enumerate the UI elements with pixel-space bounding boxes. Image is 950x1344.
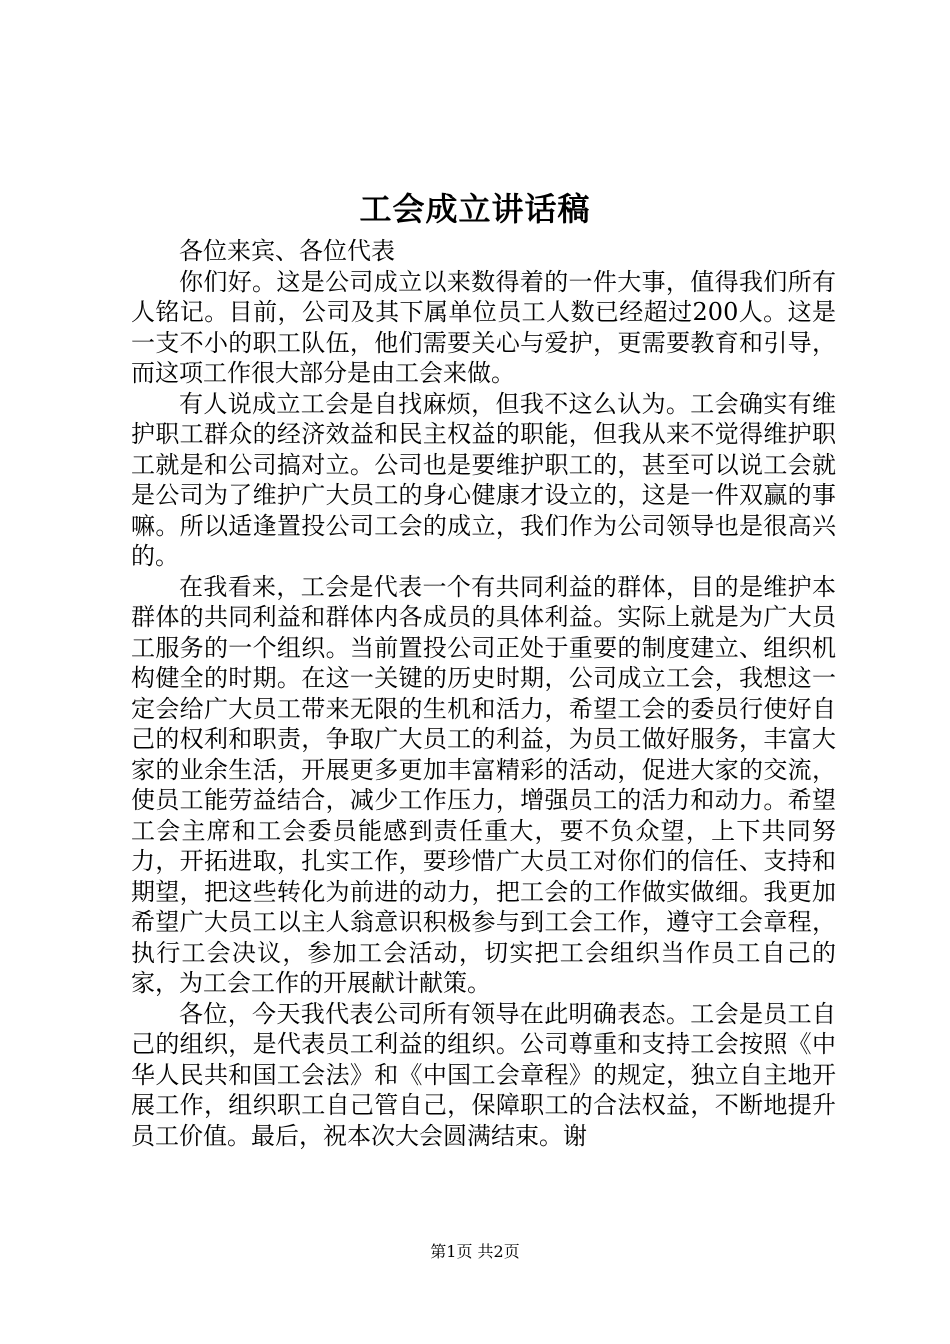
page-number-footer: 第1页 共2页 bbox=[430, 1242, 520, 1261]
paragraph-salutation: 各位来宾、各位代表 bbox=[179, 237, 395, 265]
paragraph-2: 有人说成立工会是自找麻烦，但我不这么认为。工会确实有维护职工群众的经济效益和民主权益的职能，但我从来不觉得维护职工就是和公司搞对立。公司也是要维护职工的，甚至可以说工会就是公司为了维护广大员工的身心健康才设立的，这是一件双赢的事嘛。所以适逢置投公司工会的成立，我们作为公司领导也是很高兴的。 bbox=[131, 389, 836, 570]
document-body bbox=[131, 236, 836, 1151]
paragraph-3: 在我看来，工会是代表一个有共同利益的群体，目的是维护本群体的共同利益和群体内各成员的具体利益。实际上就是为广大员工服务的一个组织。当前置投公司正处于重要的制度建立、组织机构健全的时期。在这一关键的历史时期，公司成立工会，我想这一定会给广大员工带来无限的生机和活力，希望工会的委员行使好自己的权利和职责，争取广大员工的利益，为员工做好服务，丰富大家的业余生活，开展更多更加丰富精彩的活动，促进大家的交流，使员工能劳益结合，减少工作压力，增强员工的活力和动力。希望工会主席和工会委员能感到责任重大，要不负众望，上下共同努力，开拓进取，扎实工作，要珍惜广大员工对你们的信任、支持和期望，把这些转化为前进的动力，把工会的工作做实做细。我更加希望广大员工以主人翁意识积极参与到工会工作，遵守工会章程，执行工会决议，参加工会活动，切实把工会组织当作员工自己的家，为工会工作的开展献计献策。 bbox=[131, 572, 836, 997]
paragraph-4: 各位，今天我代表公司所有领导在此明确表态。工会是员工自己的组织，是代表员工利益的组织。公司尊重和支持工会按照《中华人民共和国工会法》和《中国工会章程》的规定，独立自主地开展工作，组织职工自己管自己，保障职工的合法权益，不断地提升员工价值。最后，祝本次大会圆满结束。谢 bbox=[131, 999, 836, 1150]
document-title: 工会成立讲话稿 bbox=[359, 190, 591, 228]
paragraph-1: 你们好。这是公司成立以来数得着的一件大事，值得我们所有人铭记。目前，公司及其下属单位员工人数已经超过200人。这是一支不小的职工队伍，他们需要关心与爱护，更需要教育和引导，而这项工作很大部分是由工会来做。 bbox=[131, 267, 836, 387]
